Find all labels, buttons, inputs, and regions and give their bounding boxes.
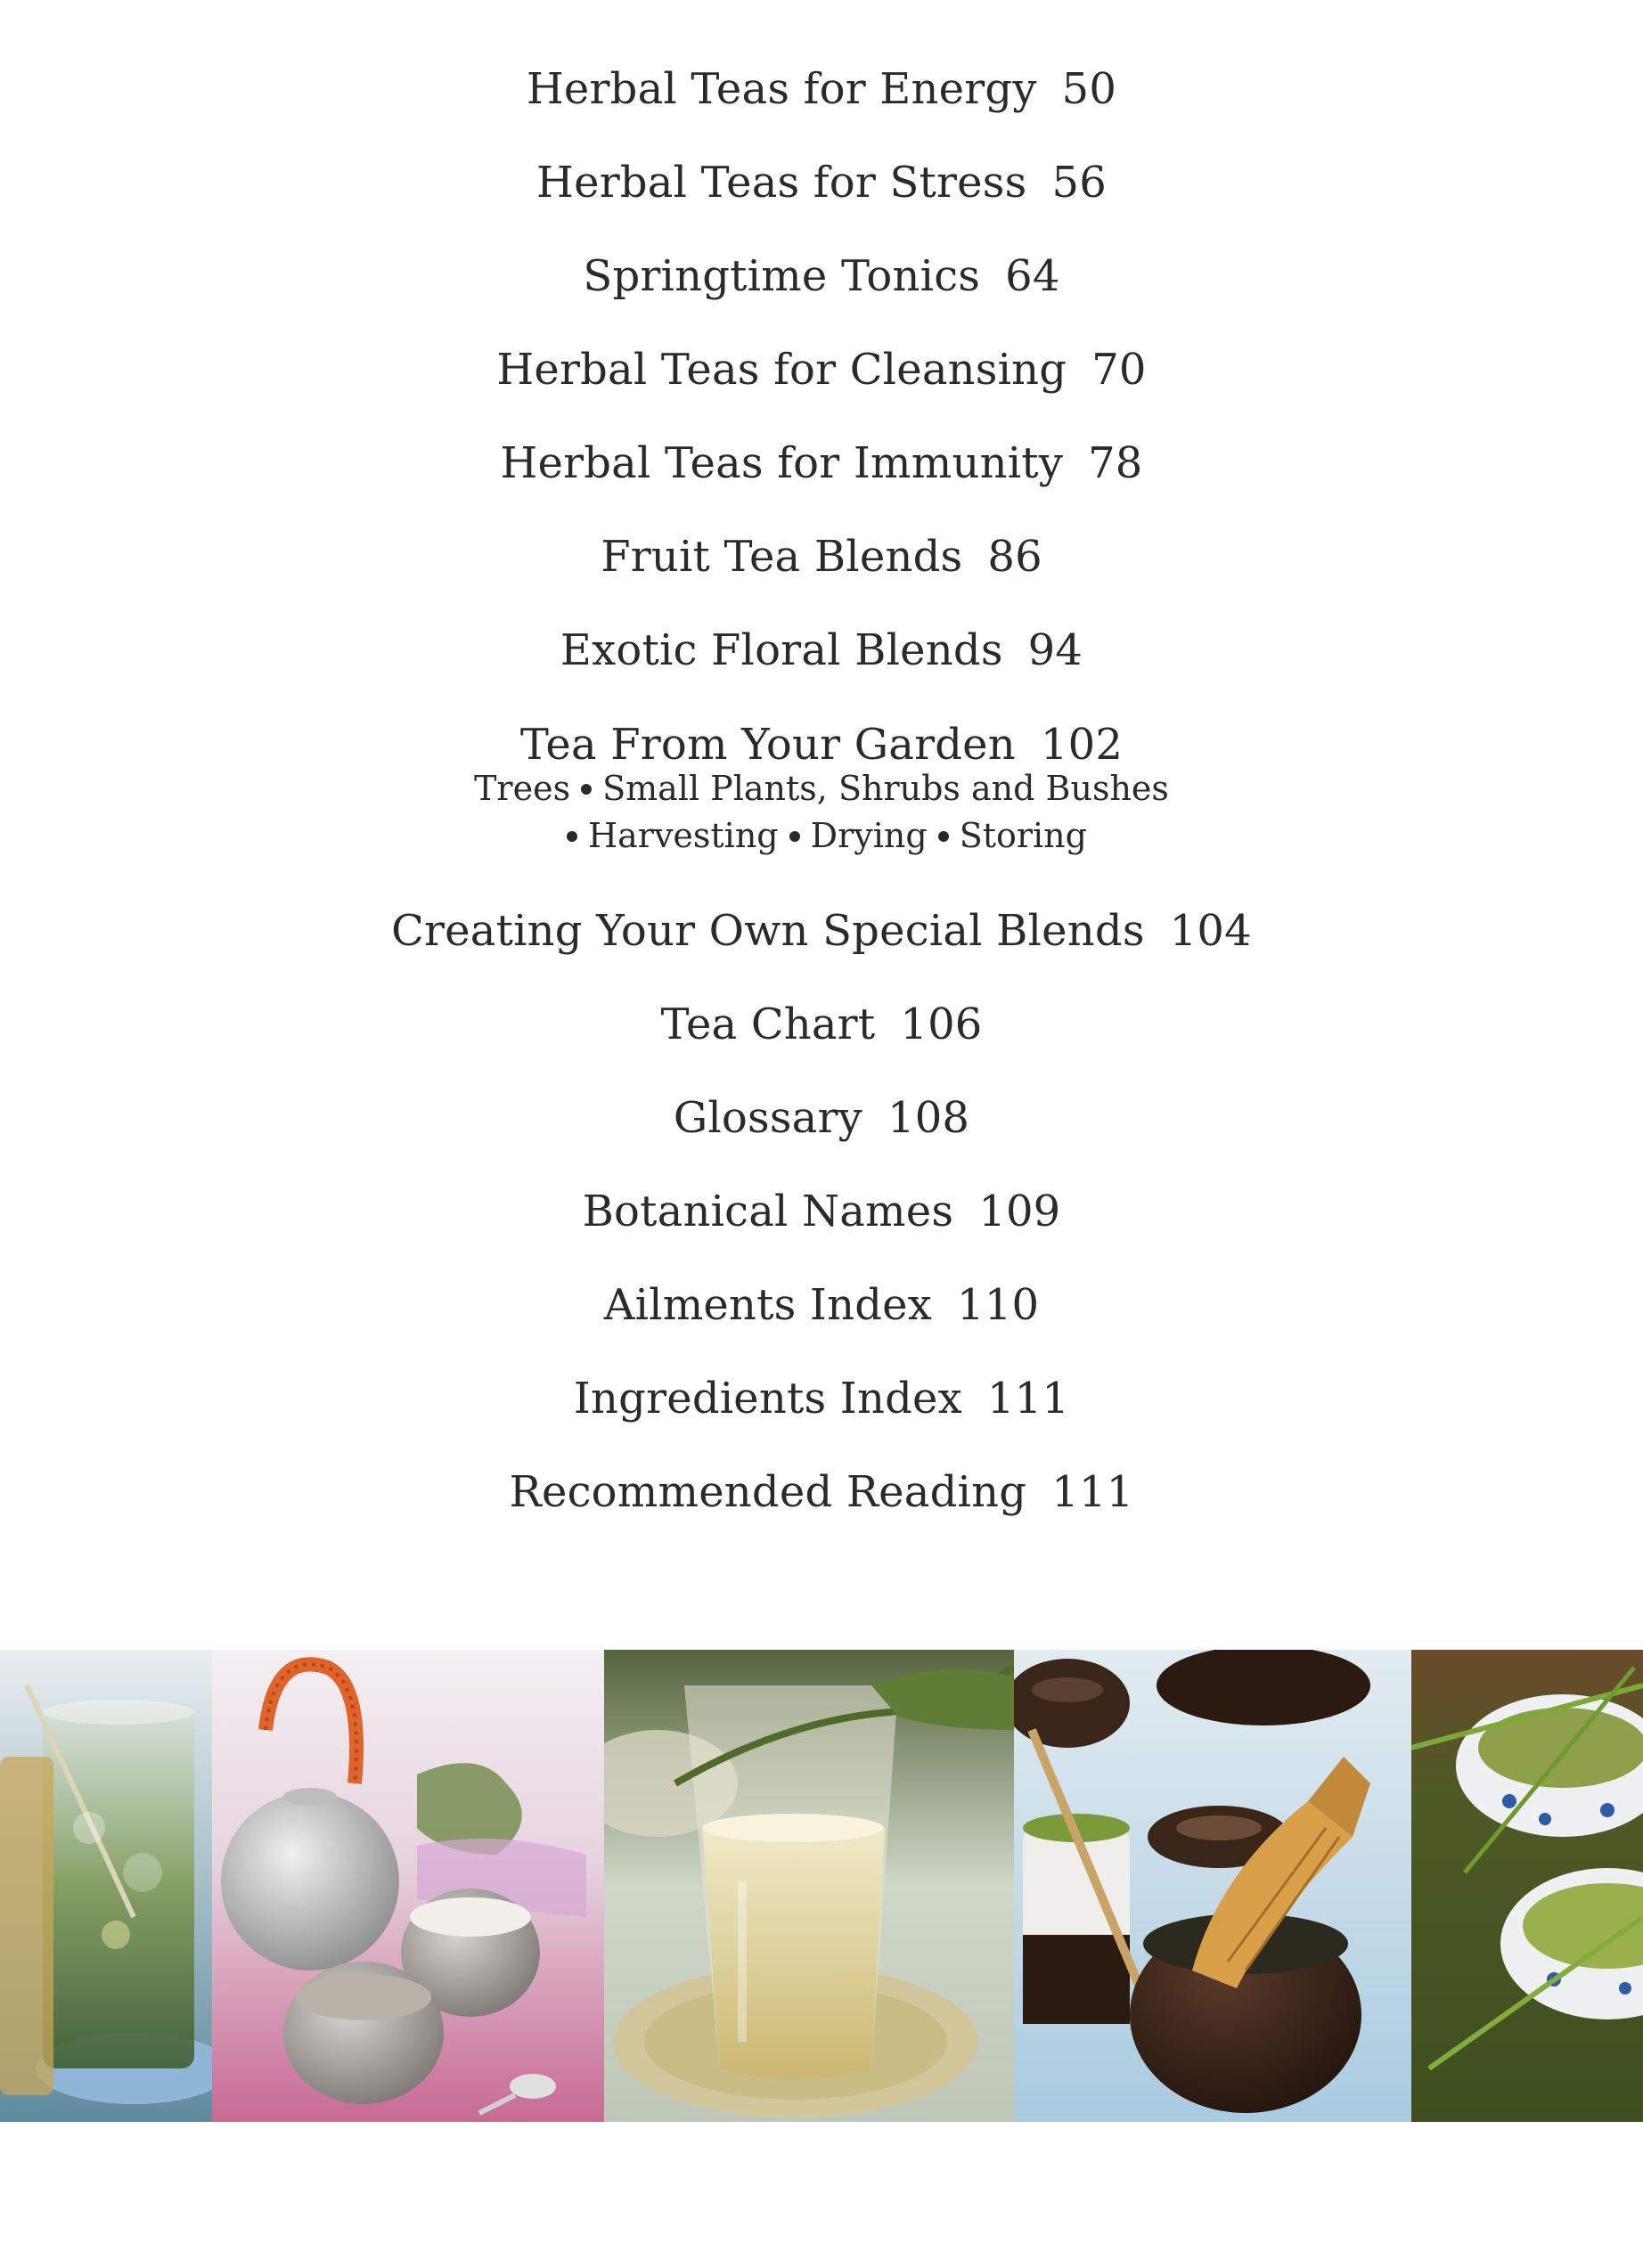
toc-entry-page: 110 <box>957 1280 1040 1330</box>
toc-entry[interactable] <box>0 625 1643 675</box>
toc-subtopics-line-2 <box>0 815 1643 856</box>
toc-entry-page: 64 <box>1005 251 1060 301</box>
toc-entry-page: 50 <box>1061 64 1117 114</box>
toc-entry[interactable] <box>0 251 1643 301</box>
toc-entry-page: 70 <box>1091 345 1147 395</box>
toc-entry[interactable] <box>0 1280 1643 1330</box>
toc-entry-title: Botanical Names <box>582 1187 954 1236</box>
toc-entry-page: 102 <box>1040 720 1124 770</box>
toc-entry-title: Tea From Your Garden <box>519 720 1016 770</box>
toc-entry-title: Herbal Teas for Stress <box>536 158 1027 208</box>
photo-teapot-and-cups <box>212 1650 604 2122</box>
toc-entry-title: Recommended Reading <box>509 1467 1027 1517</box>
bullet-icon <box>789 831 800 842</box>
photo-strip <box>0 1650 1643 2122</box>
subtopic: Trees <box>474 769 571 808</box>
toc-entry-title: Glossary <box>673 1093 862 1143</box>
toc-entry[interactable] <box>0 532 1643 582</box>
bullet-icon <box>567 831 577 842</box>
toc-entry-page: 108 <box>887 1093 970 1143</box>
toc-entry-title: Tea Chart <box>660 999 876 1049</box>
toc-entry[interactable] <box>0 64 1643 114</box>
toc-entry-title: Exotic Floral Blends <box>560 625 1003 675</box>
toc-entry-page: 106 <box>900 999 983 1049</box>
photo-matcha-whisk-bowl <box>1014 1650 1411 2122</box>
toc-entry-page: 94 <box>1027 625 1083 675</box>
toc-entry-title: Herbal Teas for Cleansing <box>496 345 1067 395</box>
toc-entry-title: Herbal Teas for Immunity <box>500 438 1064 488</box>
toc-entry-title: Ingredients Index <box>573 1374 962 1424</box>
toc-entry-page: 104 <box>1169 906 1252 956</box>
subtopic: Drying <box>810 816 928 855</box>
toc-entry[interactable] <box>0 345 1643 395</box>
toc-entry-title: Ailments Index <box>603 1280 933 1330</box>
toc-entry[interactable] <box>0 1467 1643 1517</box>
toc-entry[interactable] <box>0 999 1643 1049</box>
toc-entry[interactable] <box>0 1374 1643 1424</box>
bullet-icon <box>581 784 592 795</box>
toc-subtopics-line-1 <box>0 768 1643 809</box>
toc-entry[interactable] <box>0 438 1643 488</box>
toc-entry-page: 109 <box>978 1187 1061 1236</box>
photo-green-tea-bowls <box>1411 1650 1643 2122</box>
toc-entry-page: 111 <box>1051 1467 1134 1517</box>
subtopic: Harvesting <box>587 816 779 855</box>
toc-entry[interactable] <box>0 1093 1643 1143</box>
photo-iced-herbal-tea-glasses <box>0 1650 212 2122</box>
toc-entry[interactable] <box>0 158 1643 208</box>
toc-entry[interactable] <box>0 720 1643 770</box>
toc-entry-title: Springtime Tonics <box>583 251 981 301</box>
toc-entry-title: Herbal Teas for Energy <box>526 64 1037 114</box>
toc-entry-page: 111 <box>986 1374 1070 1424</box>
subtopic: Small Plants, Shrubs and Bushes <box>602 769 1169 808</box>
subtopic: Storing <box>959 816 1087 855</box>
toc-entry-page: 78 <box>1088 438 1143 488</box>
bullet-icon <box>938 831 949 842</box>
toc-entry-title: Fruit Tea Blends <box>601 532 963 582</box>
toc-entry-page: 86 <box>987 532 1042 582</box>
toc-entry-title: Creating Your Own Special Blends <box>391 906 1145 956</box>
toc-entry[interactable] <box>0 1187 1643 1236</box>
toc-entry-page: 56 <box>1051 158 1107 208</box>
photo-glass-of-tea-on-saucer <box>604 1650 1014 2122</box>
toc-entry[interactable] <box>0 906 1643 956</box>
